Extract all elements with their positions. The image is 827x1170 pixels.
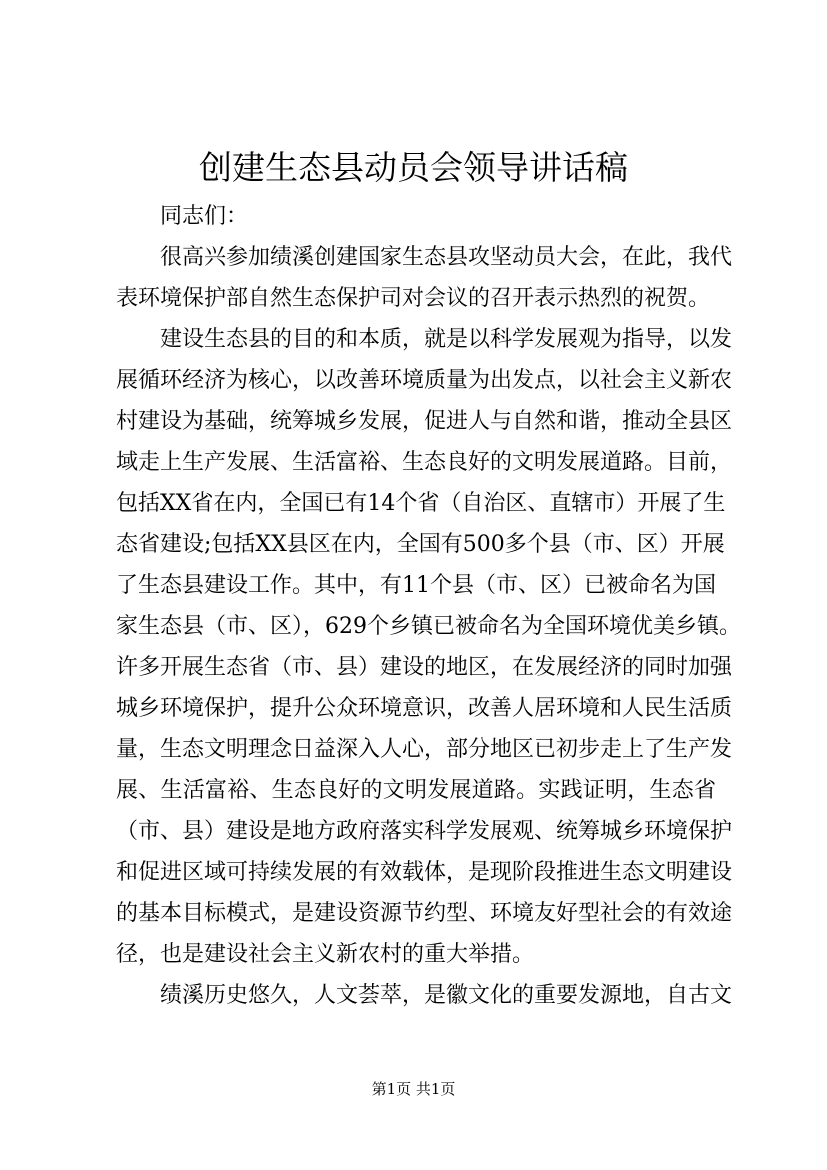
body-line: 径，也是建设社会主义新农村的重大举措。 <box>116 942 535 967</box>
body-line: 家生态县（市、区），629个乡镇已被命名为全国环境优美乡镇。 <box>116 614 741 639</box>
body-line: 城乡环境保护，提升公众环境意识，改善人居环境和人民生活质 <box>116 696 733 721</box>
body-line: 村建设为基础，统筹城乡发展，促进人与自然和谐，推动全县区 <box>116 409 733 434</box>
body-line: 表环境保护部自然生态保护司对会议的召开表示热烈的祝贺。 <box>116 286 711 311</box>
body-line: 许多开展生态省（市、县）建设的地区，在发展经济的同时加强 <box>116 655 733 680</box>
body-line: 包括XX省在内，全国已有14个省（自治区、直辖市）开展了生 <box>116 491 726 516</box>
document-body <box>116 196 741 1016</box>
body-line: 态省建设;包括XX县区在内，全国有500多个县（市、区）开展 <box>116 532 725 557</box>
body-line: 绩溪历史悠久，人文荟萃，是徽文化的重要发源地，自古文 <box>160 983 733 1008</box>
body-line: （市、县）建设是地方政府落实科学发展观、统筹城乡环境保护 <box>116 819 733 844</box>
body-line: 展、生活富裕、生态良好的文明发展道路。实践证明，生态省 <box>116 778 716 803</box>
body-line: 很高兴参加绩溪创建国家生态县攻坚动员大会，在此，我代 <box>160 245 733 270</box>
body-line: 展循环经济为核心，以改善环境质量为出发点，以社会主义新农 <box>116 368 733 393</box>
body-line: 了生态县建设工作。其中，有11个县（市、区）已被命名为国 <box>116 573 716 598</box>
document-title: 创建生态县动员会领导讲话稿 <box>199 148 628 187</box>
page-footer: 第1页 共1页 <box>371 1080 456 1098</box>
body-line: 的基本目标模式，是建设资源节约型、环境友好型社会的有效途 <box>116 901 733 926</box>
body-line: 量，生态文明理念日益深入人心，部分地区已初步走上了生产发 <box>116 737 733 762</box>
body-line: 域走上生产发展、生活富裕、生态良好的文明发展道路。目前， <box>116 450 733 475</box>
body-line: 建设生态县的目的和本质，就是以科学发展观为指导，以发 <box>160 327 733 352</box>
salutation-line: 同志们： <box>160 204 249 229</box>
body-line: 和促进区域可持续发展的有效载体，是现阶段推进生态文明建设 <box>116 860 733 885</box>
